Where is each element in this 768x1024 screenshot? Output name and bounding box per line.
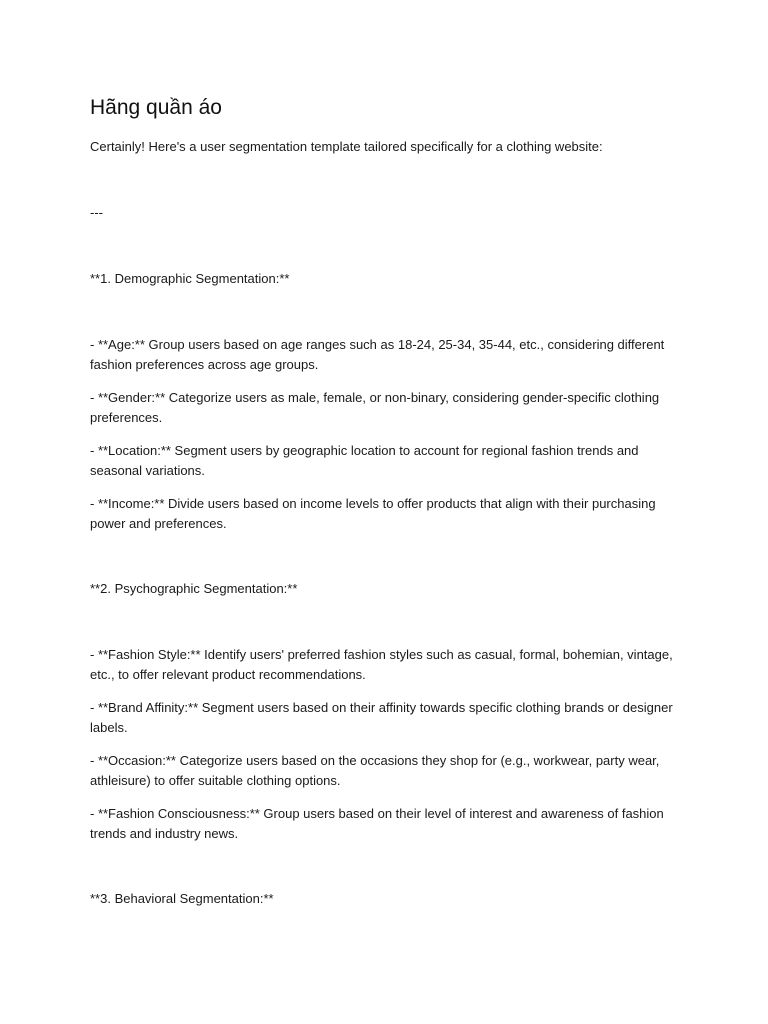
list-item: - **Gender:** Categorize users as male, female, or non-binary, considering gender-specific clothing preferences. xyxy=(90,390,660,425)
list-item: - **Income:** Divide users based on income levels to offer products that align with their purchasing power and preferences. xyxy=(90,496,656,531)
list-item: - **Age:** Group users based on age ranges such as 18-24, 25-34, 35-44, etc., considering different fashion preferences across age groups. xyxy=(90,337,665,372)
list-item: - **Location:** Segment users by geographic location to account for regional fashion trends and seasonal variations. xyxy=(90,443,639,478)
list-item: - **Brand Affinity:** Segment users based on their affinity towards specific clothing brands or designer labels. xyxy=(90,700,673,735)
section-heading: **3. Behavioral Segmentation:** xyxy=(90,891,274,906)
document-title: Hãng quần áo xyxy=(90,96,222,119)
section-heading: **2. Psychographic Segmentation:** xyxy=(90,581,298,596)
list-item: - **Fashion Consciousness:** Group users based on their level of interest and awareness of fashion trends and industry news. xyxy=(90,806,664,841)
intro-text: Certainly! Here's a user segmentation template tailored specifically for a clothing website: xyxy=(90,139,603,154)
separator: --- xyxy=(90,205,103,220)
list-item: - **Fashion Style:** Identify users' preferred fashion styles such as casual, formal, bohemian, vintage, etc., to offer relevant product recommendations. xyxy=(90,647,673,682)
list-item: - **Occasion:** Categorize users based on the occasions they shop for (e.g., workwear, party wear, athleisure) to offer suitable clothing options. xyxy=(90,753,660,788)
section-heading: **1. Demographic Segmentation:** xyxy=(90,271,290,286)
